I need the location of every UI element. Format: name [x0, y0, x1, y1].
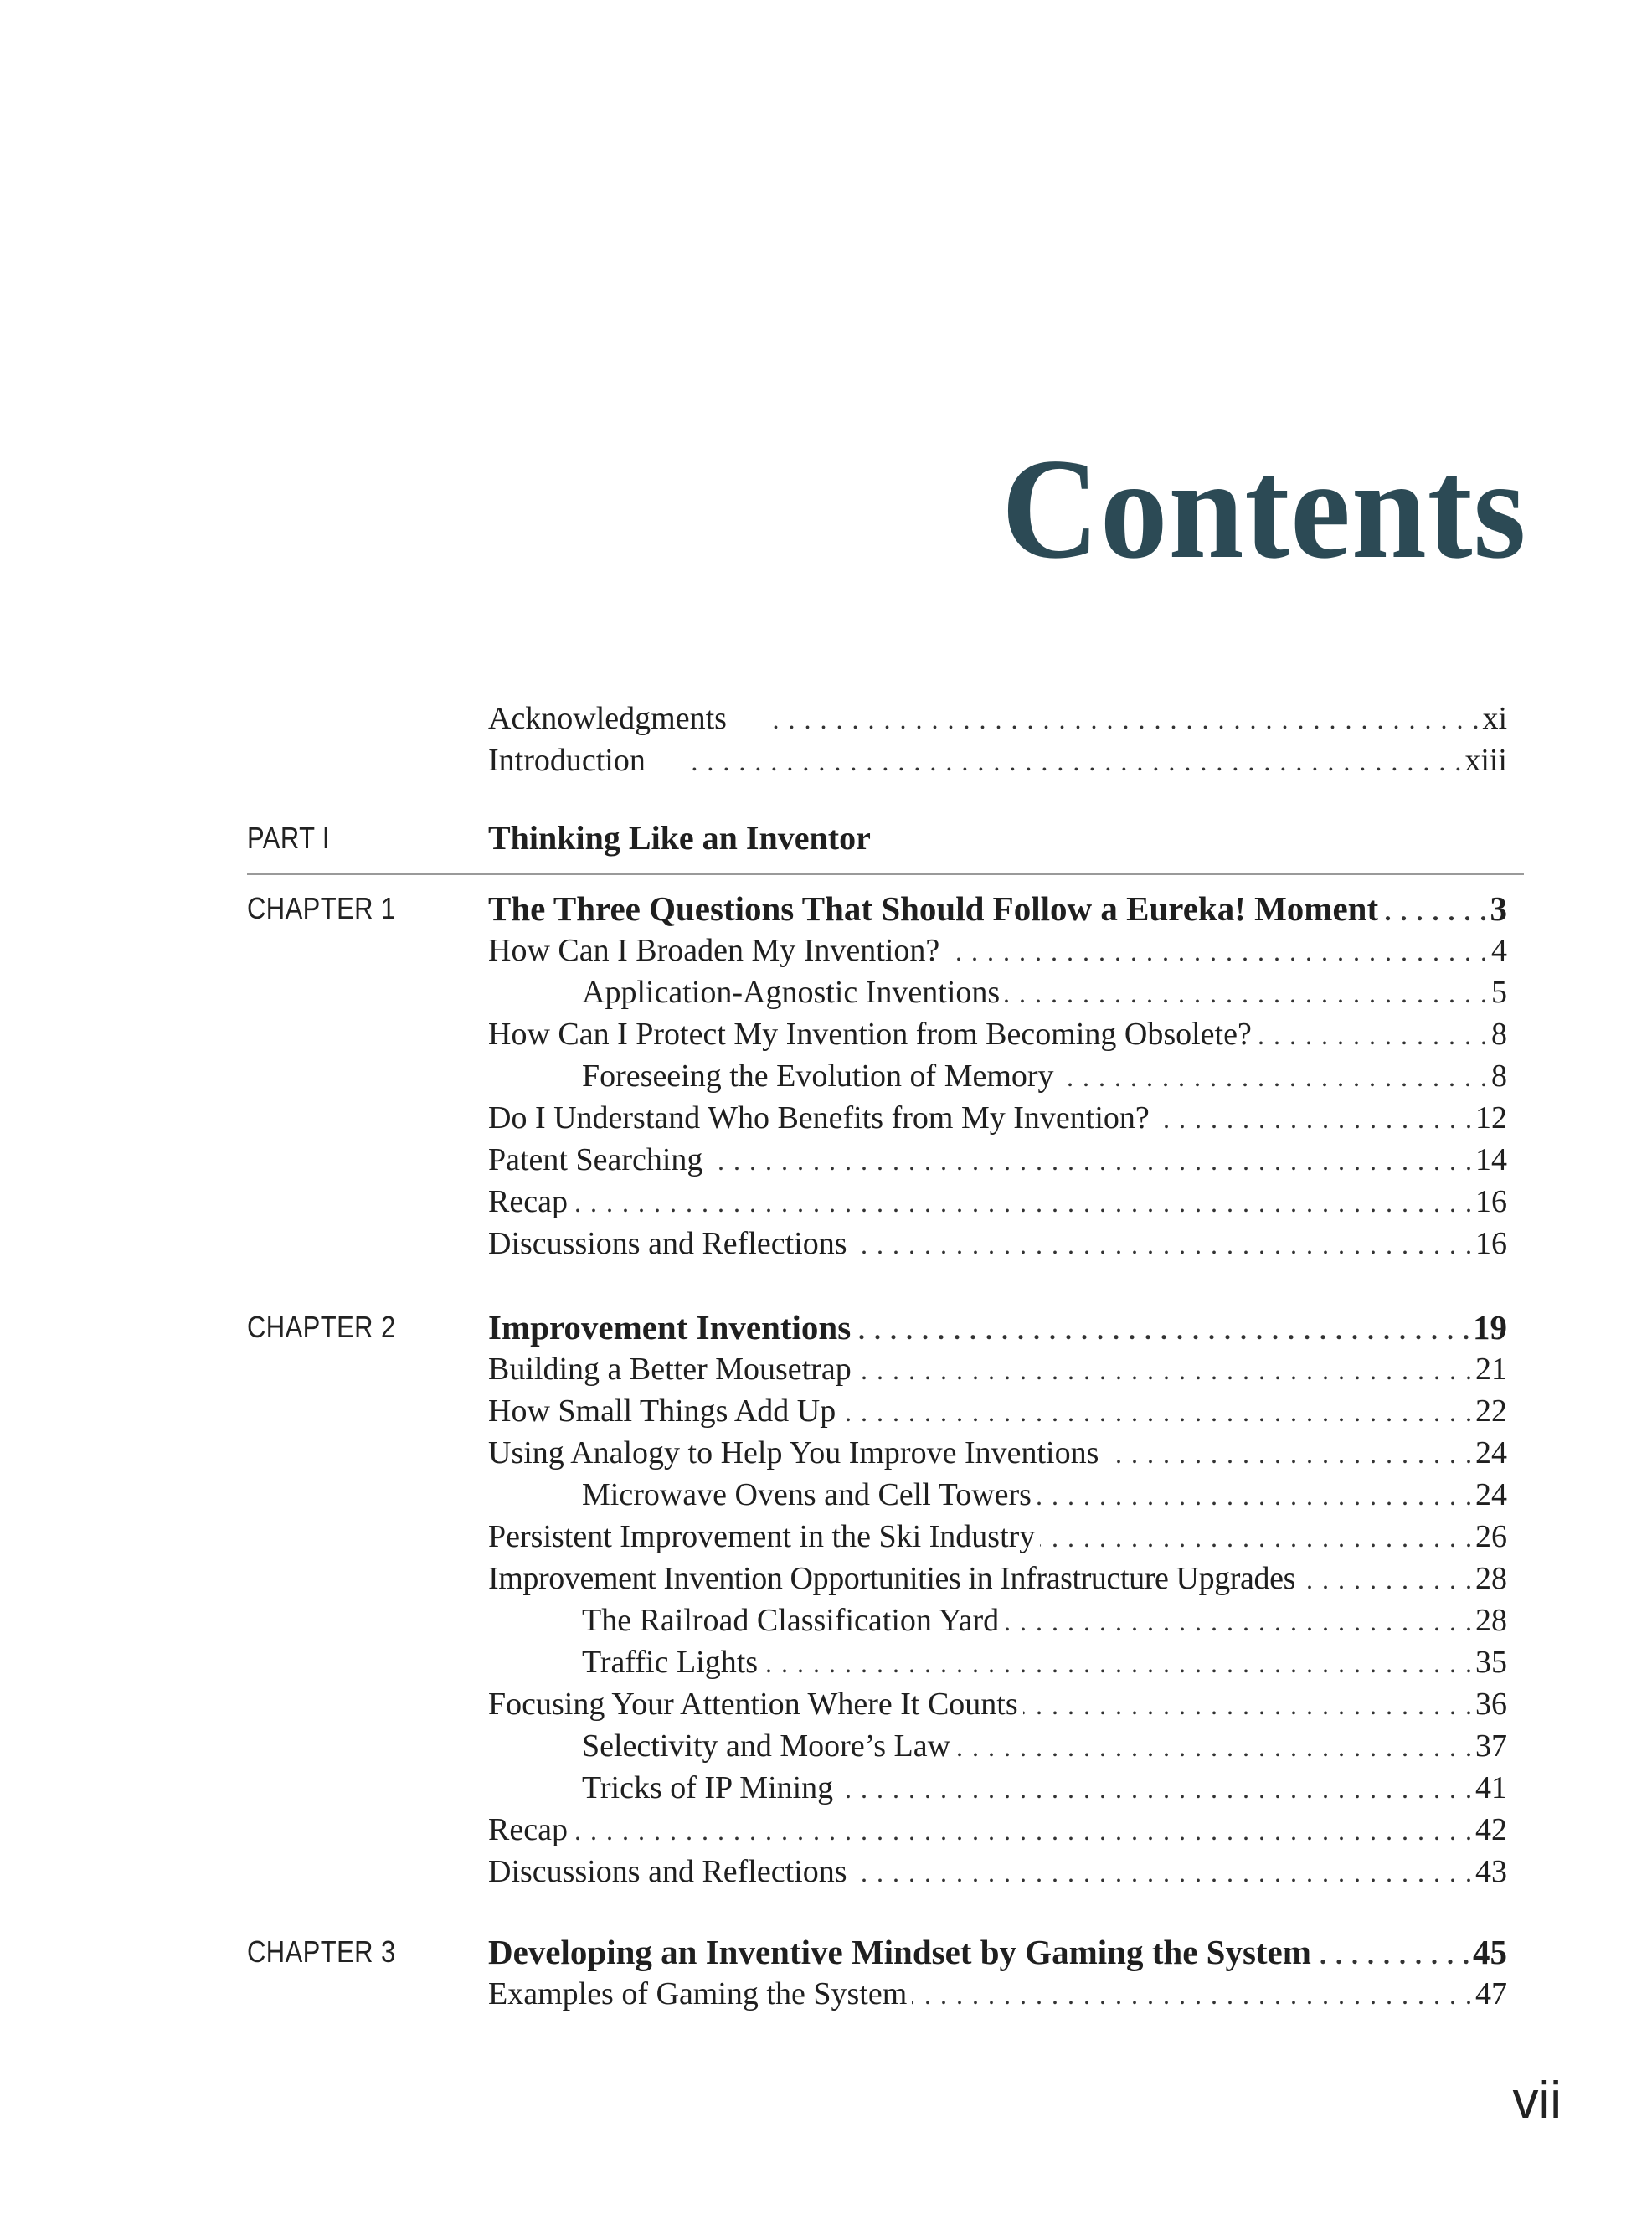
toc-entry[interactable]: [488, 1973, 1507, 2015]
dot-leader: [1257, 1014, 1487, 1056]
chapter-label: CHAPTER 3: [247, 1934, 396, 1969]
toc-chapter-2[interactable]: [488, 1306, 1507, 1348]
entry-page: 8: [1491, 1058, 1507, 1094]
chapter-title: Improvement Inventions: [488, 1308, 852, 1347]
entry-title: Acknowledgments: [488, 701, 727, 736]
toc-entry[interactable]: [488, 1432, 1507, 1474]
entry-page: xiii: [1464, 743, 1507, 778]
part-label: PART I: [247, 821, 330, 855]
part-heading[interactable]: [488, 817, 1507, 859]
entry-title: Using Analogy to Help You Improve Inventions: [488, 1435, 1099, 1470]
toc-entry[interactable]: [488, 1097, 1507, 1139]
chapter-page: 3: [1490, 889, 1507, 928]
entry-title: Foreseeing the Evolution of Memory: [582, 1058, 1054, 1094]
dot-leader: [763, 1642, 1472, 1684]
entry-page: 24: [1475, 1477, 1507, 1512]
chapter-page: 19: [1473, 1308, 1507, 1347]
entry-page: 42: [1475, 1812, 1507, 1847]
entry-page: 43: [1475, 1854, 1507, 1889]
toc-entry[interactable]: [488, 1516, 1507, 1558]
toc-subentry[interactable]: [582, 971, 1507, 1013]
entry-page: 24: [1475, 1435, 1507, 1470]
toc-entry-introduction[interactable]: [488, 739, 1507, 781]
entry-title: Patent Searching: [488, 1142, 703, 1177]
dot-leader: [1040, 1517, 1472, 1558]
dot-leader: [852, 1852, 1472, 1893]
dot-leader: [1005, 972, 1487, 1014]
dot-leader: [944, 930, 1487, 972]
entry-title: Recap: [488, 1812, 568, 1847]
entry-title: Application-Agnostic Inventions: [582, 975, 1001, 1010]
dot-leader: [1037, 1475, 1472, 1517]
toc-subentry[interactable]: [582, 1599, 1507, 1641]
toc-subentry[interactable]: [582, 1474, 1507, 1516]
toc-subentry[interactable]: [582, 1641, 1507, 1683]
dot-leader: [1059, 1056, 1487, 1098]
toc-entry[interactable]: [488, 1348, 1507, 1390]
chapter-title: Developing an Inventive Mindset by Gaming the System: [488, 1933, 1311, 1971]
dot-leader: [912, 1974, 1472, 2016]
chapter-page: 45: [1473, 1933, 1507, 1971]
dot-leader: [841, 1391, 1472, 1433]
dot-leader: [1383, 890, 1486, 932]
entry-page: 35: [1475, 1645, 1507, 1680]
dot-leader: [1004, 1600, 1472, 1642]
entry-title: Traffic Lights: [582, 1645, 759, 1680]
entry-title: Recap: [488, 1184, 568, 1219]
chapter-label: CHAPTER 1: [247, 891, 396, 925]
toc-chapter-1[interactable]: [488, 888, 1507, 930]
entry-title: Focusing Your Attention Where It Counts: [488, 1687, 1018, 1722]
dot-leader: [852, 1223, 1472, 1265]
entry-page: 12: [1475, 1100, 1507, 1136]
entry-page: 36: [1475, 1687, 1507, 1722]
toc-entry[interactable]: [488, 1013, 1507, 1055]
entry-page: 22: [1475, 1393, 1507, 1429]
toc-chapter-3[interactable]: [488, 1931, 1507, 1973]
entry-title: How Small Things Add Up: [488, 1393, 836, 1429]
toc-entry[interactable]: [488, 1683, 1507, 1725]
dot-leader: [1023, 1684, 1472, 1726]
entry-page: 14: [1475, 1142, 1507, 1177]
entry-title: How Can I Broaden My Invention?: [488, 933, 940, 968]
entry-title: Building a Better Mousetrap: [488, 1352, 852, 1387]
entry-title: Microwave Ovens and Cell Towers: [582, 1477, 1032, 1512]
entry-page: 28: [1475, 1603, 1507, 1638]
dot-leader: [573, 1810, 1472, 1852]
entry-page: 8: [1491, 1017, 1507, 1052]
entry-page: 4: [1491, 933, 1507, 968]
toc-entry[interactable]: [488, 1223, 1507, 1264]
entry-page: 47: [1475, 1976, 1507, 2011]
entry-title: Discussions and Reflections: [488, 1854, 847, 1889]
entry-page: 21: [1475, 1352, 1507, 1387]
part-divider: [247, 873, 1524, 875]
dot-leader: [1155, 1098, 1472, 1140]
dot-leader: [769, 698, 1479, 740]
page-title: Contents: [1001, 430, 1526, 589]
entry-page: 28: [1475, 1561, 1507, 1596]
part-title: Thinking Like an Inventor: [488, 819, 871, 857]
dot-leader: [1104, 1433, 1472, 1475]
entry-title: Introduction: [488, 743, 646, 778]
entry-page: xi: [1482, 701, 1507, 736]
dot-leader: [838, 1768, 1472, 1810]
dot-leader: [687, 740, 1461, 782]
page-number: vii: [1512, 2072, 1562, 2130]
dot-leader: [856, 1309, 1469, 1351]
toc-entry-acknowledgments[interactable]: [488, 698, 1507, 739]
dot-leader: [573, 1182, 1472, 1223]
dot-leader: [955, 1726, 1472, 1768]
toc-subentry[interactable]: [582, 1055, 1507, 1097]
toc-entry[interactable]: [488, 1809, 1507, 1851]
entry-page: 41: [1475, 1770, 1507, 1805]
toc-entry[interactable]: [488, 930, 1507, 971]
toc-subentry[interactable]: [582, 1725, 1507, 1767]
toc-entry[interactable]: [488, 1558, 1507, 1599]
entry-title: The Railroad Classification Yard: [582, 1603, 1000, 1638]
toc-subentry[interactable]: [582, 1767, 1507, 1809]
dot-leader: [857, 1349, 1472, 1391]
entry-title: Examples of Gaming the System: [488, 1976, 908, 2011]
toc-entry[interactable]: [488, 1181, 1507, 1223]
dot-leader: [1316, 1934, 1469, 1975]
entry-page: 16: [1475, 1226, 1507, 1261]
toc-entry[interactable]: [488, 1851, 1507, 1893]
entry-page: 5: [1491, 975, 1507, 1010]
toc-entry[interactable]: [488, 1390, 1507, 1432]
dot-leader: [708, 1140, 1472, 1182]
entry-page: 37: [1475, 1728, 1507, 1764]
entry-title: Do I Understand Who Benefits from My Invention?: [488, 1100, 1150, 1136]
entry-title: Tricks of IP Mining: [582, 1770, 834, 1805]
entry-title: Persistent Improvement in the Ski Industry: [488, 1519, 1036, 1554]
dot-leader: [1300, 1558, 1472, 1600]
entry-title: Improvement Invention Opportunities in Infrastructure Upgrades: [488, 1561, 1295, 1596]
entry-page: 26: [1475, 1519, 1507, 1554]
toc-entry[interactable]: [488, 1139, 1507, 1181]
entry-title: Discussions and Reflections: [488, 1226, 847, 1261]
chapter-title: The Three Questions That Should Follow a Eureka! Moment: [488, 889, 1379, 928]
entry-page: 16: [1475, 1184, 1507, 1219]
chapter-label: CHAPTER 2: [247, 1310, 396, 1344]
entry-title: How Can I Protect My Invention from Becoming Obsolete?: [488, 1017, 1252, 1052]
entry-title: Selectivity and Moore’s Law: [582, 1728, 951, 1764]
